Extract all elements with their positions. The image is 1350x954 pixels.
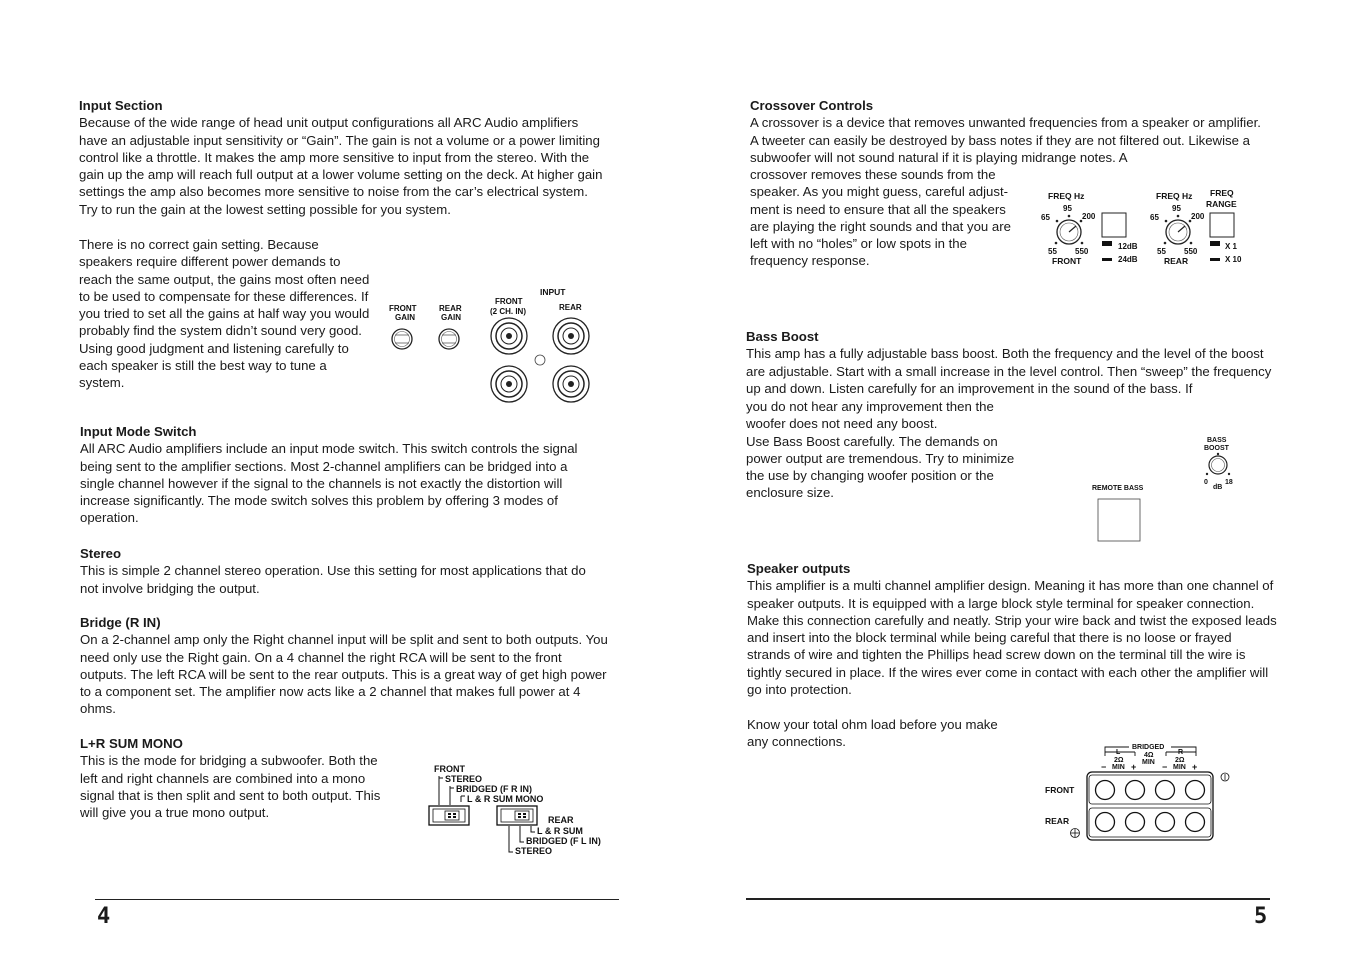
svg-text:dB: dB xyxy=(1213,484,1223,491)
rear-slide-switch-icon xyxy=(497,806,537,825)
front-slide-switch-icon xyxy=(429,806,469,825)
bass-boost-knob-icon xyxy=(1206,453,1230,475)
svg-text:−: − xyxy=(1101,762,1107,772)
svg-text:+: + xyxy=(1192,762,1198,772)
svg-text:L & R SUM: L & R SUM xyxy=(537,826,583,836)
front-gain-label-1: FRONT xyxy=(389,304,417,313)
svg-text:550: 550 xyxy=(1184,247,1198,256)
svg-text:L: L xyxy=(1116,749,1121,756)
stereo-text: This is simple 2 channel stereo operation. Use this setting for most applications that do not involve bridging the output. xyxy=(80,563,586,596)
svg-text:65: 65 xyxy=(1041,213,1050,222)
terminal-front-label: FRONT xyxy=(1045,785,1075,795)
input-mode-text: All ARC Audio amplifiers include an input mode switch. This switch controls the signal being sent to the amplifier sections. Most 2-channel amplifiers can be bridged into a single channel however if the signal to the channels is not exactly the distortion will increase significantly. The mode switch solves this problem by offering 3 modes of operation. xyxy=(80,441,578,526)
svg-text:MIN: MIN xyxy=(1173,764,1186,771)
svg-text:MIN: MIN xyxy=(1142,759,1155,766)
page-number-left: 4 xyxy=(97,904,111,929)
bridge-section xyxy=(80,614,612,718)
svg-text:BOOST: BOOST xyxy=(1204,445,1229,452)
svg-text:4Ω: 4Ω xyxy=(1144,752,1154,759)
svg-text:2Ω: 2Ω xyxy=(1175,757,1185,764)
rca-jack-rear-left-icon xyxy=(553,318,589,354)
svg-text:STEREO: STEREO xyxy=(445,774,483,784)
rca-jack-front-right-icon xyxy=(491,366,527,402)
switch-rear-label: REAR xyxy=(548,815,574,825)
freq-range-switch xyxy=(1210,213,1234,237)
speaker-outputs-section xyxy=(747,560,1277,698)
crossover-text-full: A crossover is a device that removes unwanted frequencies from a speaker or amplifier. A tweeter can easily be destroyed by bass notes if they are not filtered out. Likewise a subwoofer will not sound natural if it is playing midrange notes. A xyxy=(750,115,1261,165)
rear-gain-label-2: GAIN xyxy=(441,313,461,322)
svg-text:BRIDGED: BRIDGED xyxy=(1132,744,1165,751)
lr-sum-section xyxy=(80,735,398,821)
svg-text:R: R xyxy=(1178,749,1184,756)
svg-text:FREQ Hz: FREQ Hz xyxy=(1156,191,1193,201)
crossover-panel-diagram xyxy=(1038,185,1263,270)
svg-text:65: 65 xyxy=(1150,213,1159,222)
svg-text:95: 95 xyxy=(1172,204,1181,213)
rca-jack-rear-right-icon xyxy=(553,366,589,402)
bass-boost-text-narrow: you do not hear any improvement then the woofer does not need any boost. Use Bass Boost carefully. The demands on power output are tremendous. Try to minimize the use by changing woofer position or the enclosure size. xyxy=(746,398,1031,502)
bass-boost-section xyxy=(746,328,1276,397)
crossover-section xyxy=(750,97,1270,166)
input-label: INPUT xyxy=(540,287,566,297)
bridge-text: On a 2-channel amp only the Right channel input will be split and sent to both outputs. You need only use the Right gain. On a 4 channel the right RCA will be sent to the front outputs. The left RCA will be sent to the rear outputs. This is a great way of get high power to a component set. The amplifier now acts like a 2 channel that makes full power at 4 ohms. xyxy=(80,632,608,717)
remote-bass-label: REMOTE BASS xyxy=(1092,485,1144,492)
input-mode-section xyxy=(80,423,605,527)
bridge-heading: Bridge (R IN) xyxy=(80,615,161,630)
stereo-section xyxy=(80,545,605,597)
input-mode-heading: Input Mode Switch xyxy=(80,424,197,439)
front-slope-switch xyxy=(1102,213,1126,237)
bass-boost-text-2: Use Bass Boost carefully. The demands on power output are tremendous. Try to minimize the use by changing woofer position or the enclosure size. xyxy=(746,433,1015,501)
front-input-label-2: (2 CH. IN) xyxy=(490,307,526,316)
speaker-terminal-diagram xyxy=(1043,740,1233,845)
svg-text:55: 55 xyxy=(1048,247,1057,256)
svg-text:200: 200 xyxy=(1191,212,1205,221)
left-footer-rule xyxy=(95,899,619,900)
right-footer-rule xyxy=(746,898,1270,900)
bass-boost-text-full: This amp has a fully adjustable bass boost. Both the frequency and the level of the boost are adjustable. Start with a small increase in the level control. Then “sweep” the frequency up and down. Listen carefully for an improvement in the sound of the bass. If xyxy=(746,346,1272,396)
lr-sum-text: This is the mode for bridging a subwoofer. Both the left and right channels are combined into a mono signal that is then split and sent to both output. This will give you a true mono output. xyxy=(80,753,381,821)
input-section-paragraph-1: Because of the wide range of head unit output configurations all ARC Audio amplifiers have an adjustable input sensitivity or “Gain”. The gain is not a volume or a power limiting control like a throttle. It makes the amp more sensitive to input from the stereo. With the gain up the amp will reach full output at a lower volume setting on the deck. At higher gain settings the amp also becomes more sensitive to noise from the car’s electrical system. Try to run the gain at the lowest setting possible for you system. xyxy=(79,115,603,217)
front-gain-knob-icon xyxy=(392,329,412,349)
stereo-heading: Stereo xyxy=(80,546,122,561)
svg-text:BRIDGED (F R IN): BRIDGED (F R IN) xyxy=(456,784,532,794)
svg-text:MIN: MIN xyxy=(1112,764,1125,771)
lr-sum-heading: L+R SUM MONO xyxy=(80,736,183,751)
switch-front-label: FRONT xyxy=(434,764,465,774)
svg-text:STEREO: STEREO xyxy=(515,846,553,856)
input-section xyxy=(79,97,609,218)
bass-boost-heading: Bass Boost xyxy=(746,329,819,344)
crossover-rear-label: REAR xyxy=(1164,256,1189,266)
remote-bass-port xyxy=(1098,499,1140,541)
svg-text:FREQ: FREQ xyxy=(1210,188,1234,198)
svg-text:24dB: 24dB xyxy=(1118,255,1138,264)
front-freq-knob-icon xyxy=(1055,215,1084,245)
svg-text:200: 200 xyxy=(1082,212,1096,221)
svg-text:18: 18 xyxy=(1225,479,1233,486)
rear-freq-knob-icon xyxy=(1164,215,1193,245)
svg-text:−: − xyxy=(1162,762,1168,772)
svg-text:BASS: BASS xyxy=(1207,437,1227,444)
rear-input-label: REAR xyxy=(559,303,582,312)
speaker-outputs-text: This amplifier is a multi channel amplifier design. Meaning it has more than one channel of speaker outputs. It is equipped with a large block style terminal for speaker connection. Make this connection carefully and neatly. Strip your wire back and twist the exposed leads and insert into the block terminal while being careful that there is no loose or frayed strands of wire and tighten the Phillips head screw down on the terminal till the wire is tightly secured in place. If the wires ever come in contact with each other the amplifier will go into protection. xyxy=(747,578,1277,698)
svg-text:55: 55 xyxy=(1157,247,1166,256)
front-gain-label-2: GAIN xyxy=(395,313,415,322)
svg-text:+: + xyxy=(1131,762,1137,772)
led-indicator-icon xyxy=(535,355,545,365)
svg-text:550: 550 xyxy=(1075,247,1089,256)
terminal-rear-label: REAR xyxy=(1045,816,1070,826)
rear-gain-label-1: REAR xyxy=(439,304,462,313)
svg-text:L & R SUM MONO: L & R SUM MONO xyxy=(467,794,544,804)
ground-screw-icon xyxy=(1071,829,1080,838)
front-input-label-1: FRONT xyxy=(495,297,523,306)
svg-text:2Ω: 2Ω xyxy=(1114,757,1124,764)
svg-text:BRIDGED (F L IN): BRIDGED (F L IN) xyxy=(526,836,601,846)
rear-gain-knob-icon xyxy=(439,329,459,349)
gain-paragraph: There is no correct gain setting. Because speakers require different power demands to reach the same output, the gains most often need to be used to compensate for these differences. If you tried to set all the gains at half way you would probably find the system didn’t sound very good. Using good judgment and listening carefully to each speaker is still the best way to tune a system. xyxy=(79,237,370,391)
screw-icon xyxy=(1221,773,1229,781)
input-panel-diagram xyxy=(385,285,605,410)
svg-text:95: 95 xyxy=(1063,204,1072,213)
svg-text:FREQ Hz: FREQ Hz xyxy=(1048,191,1085,201)
svg-text:12dB: 12dB xyxy=(1118,242,1138,251)
rca-jack-front-left-icon xyxy=(491,318,527,354)
svg-text:0: 0 xyxy=(1204,479,1208,486)
input-section-heading: Input Section xyxy=(79,98,163,113)
svg-text:X 10: X 10 xyxy=(1225,255,1242,264)
page-number-right: 5 xyxy=(1254,904,1268,929)
crossover-front-label: FRONT xyxy=(1052,256,1082,266)
speaker-outputs-heading: Speaker outputs xyxy=(747,561,851,576)
terminal-block-icon xyxy=(1087,772,1213,840)
crossover-heading: Crossover Controls xyxy=(750,98,874,113)
crossover-text-narrow: crossover removes these sounds from the speaker. As you might guess, careful adjust-ment is need to ensure that all the speakers are playing the right sounds and that you are left with no “holes” or low spots in the frequency response. xyxy=(750,167,1011,269)
svg-text:X 1: X 1 xyxy=(1225,242,1238,251)
ohm-load-note: Know your total ohm load before you make any connections. xyxy=(747,717,998,750)
svg-text:RANGE: RANGE xyxy=(1206,199,1237,209)
bass-boost-diagram xyxy=(1090,435,1250,545)
mode-switch-diagram xyxy=(425,762,625,862)
